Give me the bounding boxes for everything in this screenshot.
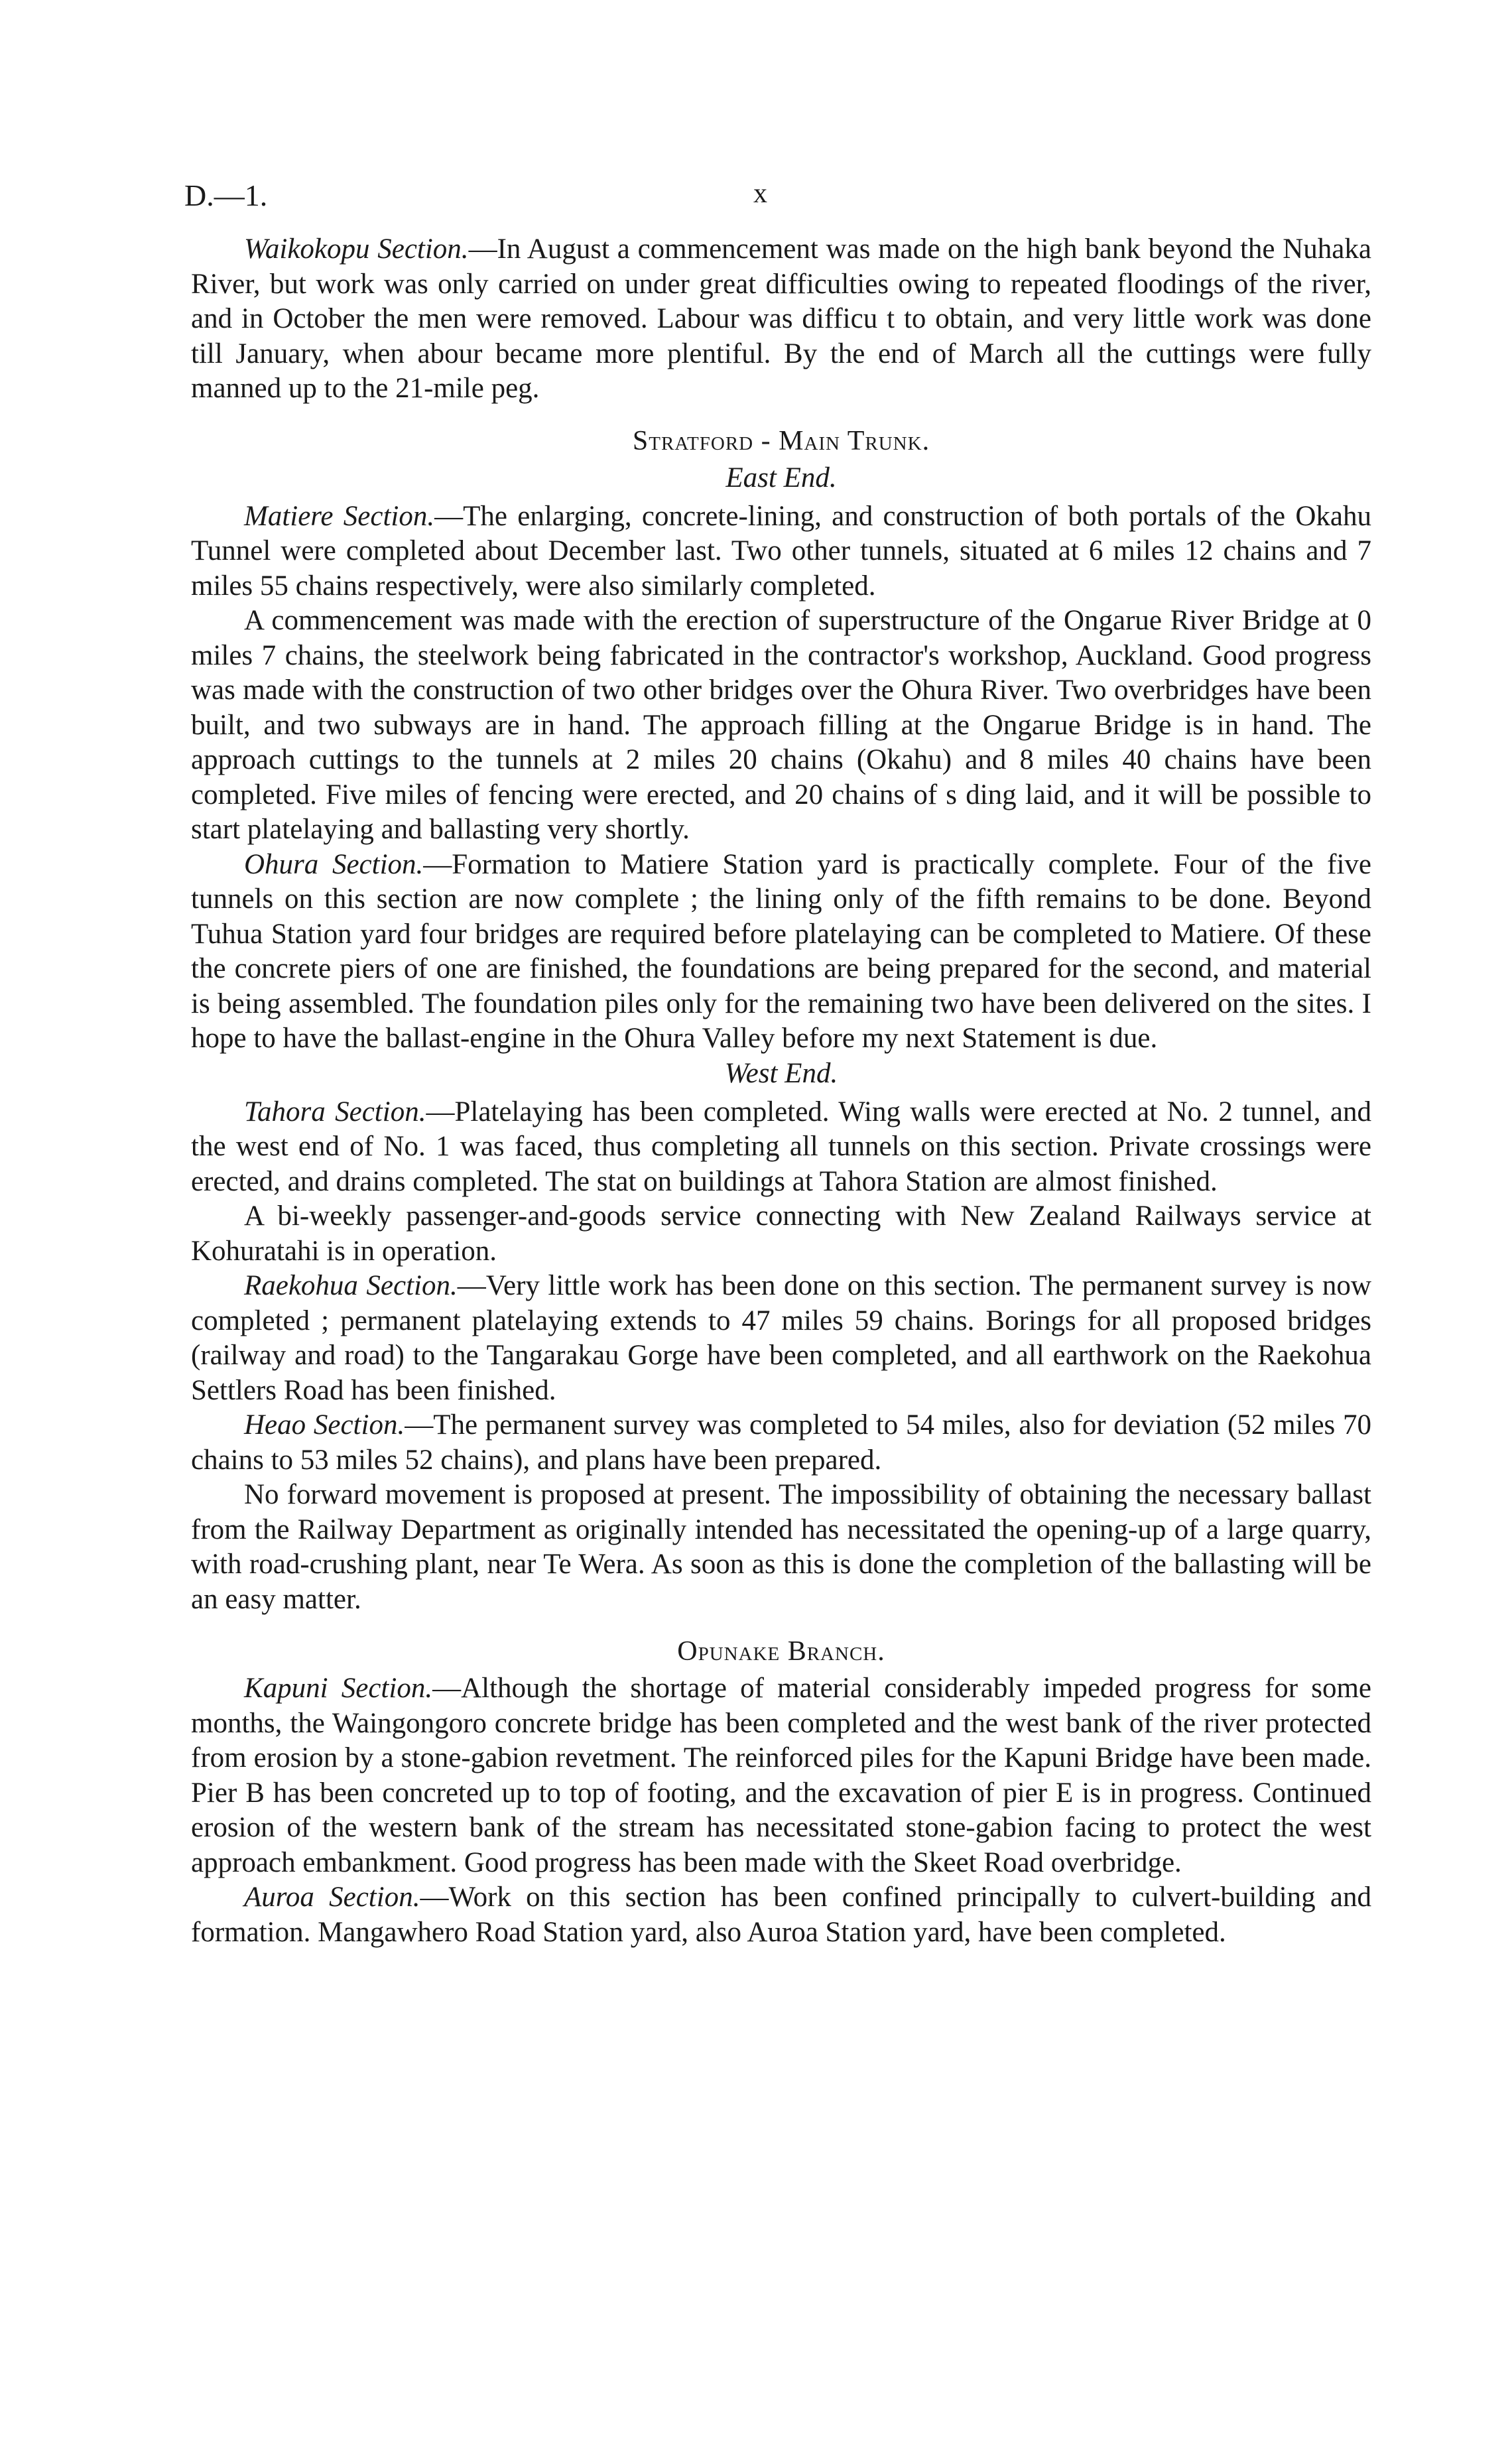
paragraph-waikokopu — [191, 232, 1371, 407]
section-title-kapuni: Kapuni Section. — [244, 1673, 433, 1704]
paragraph-auroa — [191, 1880, 1371, 1950]
heading-opunake-branch: Opunake Branch. — [677, 1636, 885, 1667]
document-body — [191, 232, 1371, 1950]
paragraph-matiere — [191, 499, 1371, 604]
section-title-auroa: Auroa Section. — [244, 1882, 420, 1913]
subheading-east-end: East End. — [725, 462, 837, 493]
paragraph-text: —Work on this section has been confined principally to culvert-building and formation. Mangawhero Road Station yard, also Auroa Station yard, have been completed. — [191, 1882, 1372, 1948]
section-title-waikokopu: Waikokopu Section. — [244, 233, 469, 265]
paragraph-ohura — [191, 848, 1371, 1057]
paragraph-text: —Very little work has been done on this section. The permanent survey is now completed ; permanent platelaying extends to 47 miles 59 chains. Borings for all proposed bridges (railway and road) to the Tangarakau Gorge have been completed, and all earthwork on the Raekohua Settlers Road has been finished. — [191, 1270, 1371, 1406]
page-number: x — [753, 178, 767, 209]
subheading-west-end: West End. — [724, 1057, 838, 1089]
section-title-heao: Heao Section. — [244, 1409, 405, 1441]
section-title-matiere: Matiere Section. — [244, 500, 435, 532]
paragraph-text: —The enlarging, concrete-lining, and construction of both portals of the Okahu Tunnel were completed about December last. Two other tunnels, situated at 6 miles 12 chains and 7 miles 55 chains respectively, were also similarly completed. — [191, 500, 1371, 602]
paragraph-raekohua — [191, 1269, 1371, 1408]
paragraph-text: —Formation to Matiere Station yard is practically complete. Four of the five tunnels on this section are now complete ; the lining only of the fifth remains to be done. Beyond Tuhua Station yard four bridges are required before platelaying can be completed to Matiere. Of these the concrete piers of one are finished, the foundations are being prepared for the second, and material is being assembled. The foundation piles only for the remaining two have been delivered on the sites. I hope to have the ballast-engine in the Ohura Valley before my next Statement is due. — [191, 848, 1371, 1054]
paragraph-tahora — [191, 1095, 1371, 1200]
section-title-ohura: Ohura Section. — [244, 848, 424, 880]
heading-stratford-main-trunk: Stratford - Main Trunk. — [632, 425, 930, 456]
paragraph-heao-continued: No forward movement is proposed at present. The impossibility of obtaining the necessary ballast from the Railway Department as originally intended has necessitated the opening-up of a large quarry, with road-crushing plant, near Te Wera. As soon as this is done the completion of the ballasting will be an easy matter. — [191, 1479, 1371, 1615]
paragraph-matiere-continued: A commencement was made with the erection of superstructure of the Ongarue River Bridge at 0 miles 7 chains, the steelwork being fabricated in the contractor's workshop, Auckland. Good progress was made with the construction of two other bridges over the Ohura River. Two overbridges have been built, and two subways are in hand. The approach filling at the Ongarue Bridge is in hand. The approach cuttings to the tunnels at 2 miles 20 chains (Okahu) and 8 miles 40 chains have been completed. Five miles of fencing were erected, and 20 chains of s ding laid, and it will be possible to start platelaying and ballasting very shortly. — [191, 605, 1371, 845]
paragraph-kapuni — [191, 1671, 1371, 1880]
paragraph-tahora-continued: A bi-weekly passenger-and-goods service connecting with New Zealand Railways service at Kohuratahi is in operation. — [191, 1200, 1371, 1267]
paragraph-text: —Although the shortage of material considerably impeded progress for some months, the Waingongoro concrete bridge has been completed and the west bank of the river protected from erosion by a stone-gabion revetment. The reinforced piles for the Kapuni Bridge have been made. Pier B has been concreted up to top of footing, and the excavation of pier E is in progress. Continued erosion of the western bank of the stream has necessitated stone-gabion facing to protect the west approach embankment. Good progress has been made with the Skeet Road overbridge. — [191, 1673, 1371, 1878]
section-title-raekohua: Raekohua Section. — [244, 1270, 458, 1301]
section-title-tahora: Tahora Section. — [244, 1096, 426, 1127]
document-reference: D.—1. — [184, 178, 268, 212]
page-header — [184, 178, 1378, 218]
paragraph-text: —The permanent survey was completed to 54 miles, also for deviation (52 miles 70 chains to 53 miles 52 chains), and plans have been prepared. — [191, 1409, 1372, 1476]
paragraph-heao — [191, 1408, 1371, 1478]
paragraph-text: —In August a commencement was made on the high bank beyond the Nuhaka River, but work was only carried on under great difficulties owing to repeated floodings of the river, and in October the men were removed. Labour was difficu t to obtain, and very little work was done till January, when abour became more plentiful. By the end of March all the cuttings were fully manned up to the 21-mile peg. — [191, 233, 1371, 404]
paragraph-text: —Platelaying has been completed. Wing walls were erected at No. 2 tunnel, and the west end of No. 1 was faced, thus completing all tunnels on this section. Private crossings were erected, and drains completed. The stat on buildings at Tahora Station are almost finished. — [191, 1096, 1371, 1197]
